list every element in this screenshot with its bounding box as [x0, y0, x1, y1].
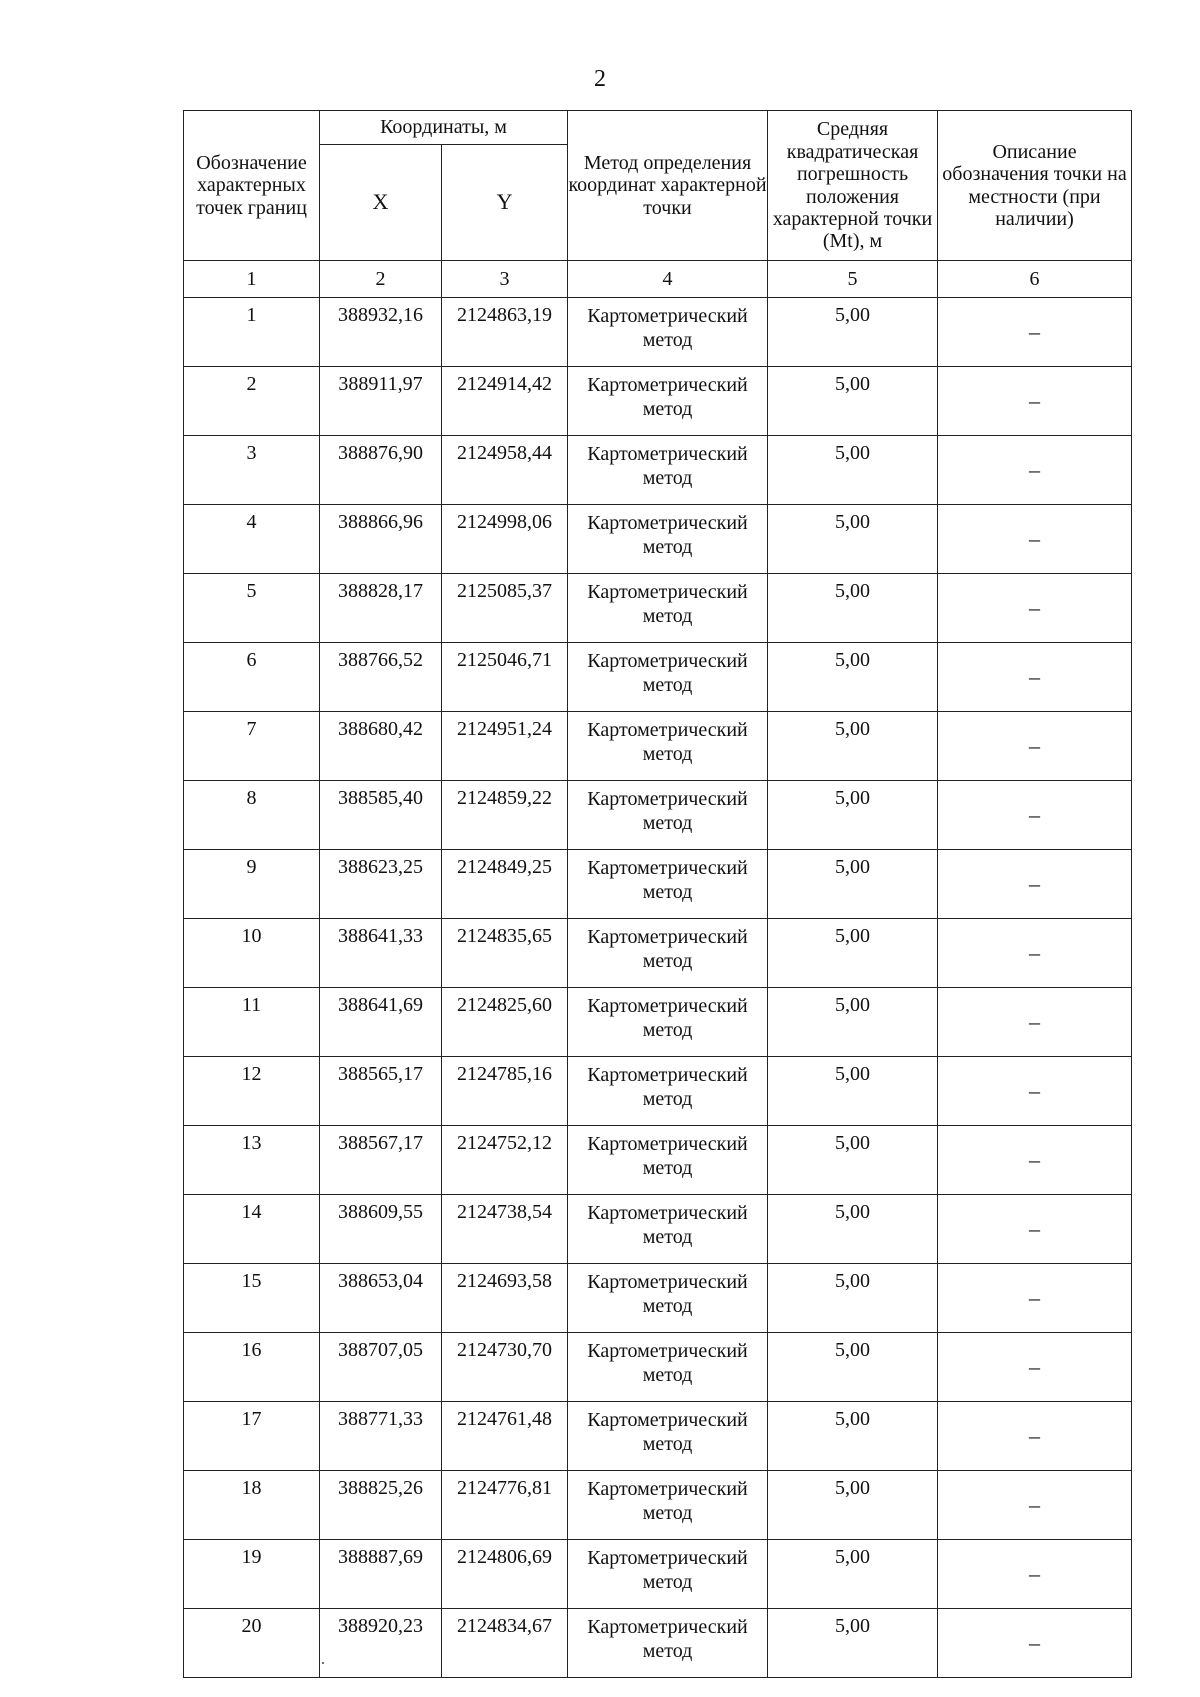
method-cell: Картометрический метод	[568, 850, 768, 919]
table-row	[184, 1402, 1132, 1471]
point-number-cell: 16	[184, 1333, 320, 1402]
description-cell: –	[938, 1195, 1132, 1264]
y-coordinate-cell: 2124761,48	[442, 1402, 568, 1471]
table-row	[184, 1126, 1132, 1195]
point-number-cell: 4	[184, 505, 320, 574]
x-coordinate-cell: 388707,05	[320, 1333, 442, 1402]
table-row	[184, 643, 1132, 712]
description-cell: –	[938, 1057, 1132, 1126]
y-coordinate-cell: 2124914,42	[442, 367, 568, 436]
description-cell: –	[938, 1126, 1132, 1195]
point-number-cell: 20	[184, 1609, 320, 1678]
table-row	[184, 1057, 1132, 1126]
description-cell: –	[938, 988, 1132, 1057]
table-row	[184, 505, 1132, 574]
table-row	[184, 298, 1132, 367]
accuracy-cell: 5,00	[768, 574, 938, 643]
y-coordinate-cell: 2124859,22	[442, 781, 568, 850]
scan-speck	[322, 1662, 324, 1664]
description-cell: –	[938, 712, 1132, 781]
method-cell: Картометрический метод	[568, 1195, 768, 1264]
coordinates-table	[183, 110, 1132, 1678]
x-coordinate-cell: 388565,17	[320, 1057, 442, 1126]
y-coordinate-cell: 2124738,54	[442, 1195, 568, 1264]
column-number: 2	[320, 261, 442, 298]
header-method: Метод определения координат характерной точки	[568, 111, 768, 261]
column-number: 3	[442, 261, 568, 298]
method-cell: Картометрический метод	[568, 1333, 768, 1402]
point-number-cell: 11	[184, 988, 320, 1057]
x-coordinate-cell: 388828,17	[320, 574, 442, 643]
accuracy-cell: 5,00	[768, 643, 938, 712]
description-cell: –	[938, 1264, 1132, 1333]
y-coordinate-cell: 2124835,65	[442, 919, 568, 988]
table-row	[184, 1471, 1132, 1540]
column-number-row	[184, 261, 1132, 298]
header-y: Y	[442, 145, 568, 261]
description-cell: –	[938, 367, 1132, 436]
accuracy-cell: 5,00	[768, 505, 938, 574]
table-row	[184, 1264, 1132, 1333]
point-number-cell: 10	[184, 919, 320, 988]
x-coordinate-cell: 388766,52	[320, 643, 442, 712]
method-cell: Картометрический метод	[568, 298, 768, 367]
accuracy-cell: 5,00	[768, 712, 938, 781]
accuracy-cell: 5,00	[768, 1402, 938, 1471]
y-coordinate-cell: 2125046,71	[442, 643, 568, 712]
accuracy-cell: 5,00	[768, 1333, 938, 1402]
description-cell: –	[938, 850, 1132, 919]
description-cell: –	[938, 1333, 1132, 1402]
method-cell: Картометрический метод	[568, 1057, 768, 1126]
method-cell: Картометрический метод	[568, 1126, 768, 1195]
y-coordinate-cell: 2124834,67	[442, 1609, 568, 1678]
y-coordinate-cell: 2124776,81	[442, 1471, 568, 1540]
page-number: 2	[594, 66, 606, 92]
y-coordinate-cell: 2124863,19	[442, 298, 568, 367]
x-coordinate-cell: 388680,42	[320, 712, 442, 781]
x-coordinate-cell: 388567,17	[320, 1126, 442, 1195]
accuracy-cell: 5,00	[768, 988, 938, 1057]
method-cell: Картометрический метод	[568, 436, 768, 505]
point-number-cell: 9	[184, 850, 320, 919]
point-number-cell: 6	[184, 643, 320, 712]
accuracy-cell: 5,00	[768, 1057, 938, 1126]
accuracy-cell: 5,00	[768, 1195, 938, 1264]
table-row	[184, 781, 1132, 850]
y-coordinate-cell: 2124693,58	[442, 1264, 568, 1333]
accuracy-cell: 5,00	[768, 1609, 938, 1678]
y-coordinate-cell: 2124806,69	[442, 1540, 568, 1609]
method-cell: Картометрический метод	[568, 988, 768, 1057]
point-number-cell: 13	[184, 1126, 320, 1195]
x-coordinate-cell: 388920,23	[320, 1609, 442, 1678]
point-number-cell: 3	[184, 436, 320, 505]
description-cell: –	[938, 436, 1132, 505]
table-row	[184, 712, 1132, 781]
y-coordinate-cell: 2125085,37	[442, 574, 568, 643]
method-cell: Картометрический метод	[568, 1402, 768, 1471]
point-number-cell: 7	[184, 712, 320, 781]
method-cell: Картометрический метод	[568, 1471, 768, 1540]
method-cell: Картометрический метод	[568, 643, 768, 712]
description-cell: –	[938, 1609, 1132, 1678]
point-number-cell: 18	[184, 1471, 320, 1540]
y-coordinate-cell: 2124849,25	[442, 850, 568, 919]
method-cell: Картометрический метод	[568, 1264, 768, 1333]
description-cell: –	[938, 1402, 1132, 1471]
header-point: Обозначение характерных точек границ	[184, 111, 320, 261]
y-coordinate-cell: 2124785,16	[442, 1057, 568, 1126]
accuracy-cell: 5,00	[768, 1471, 938, 1540]
description-cell: –	[938, 298, 1132, 367]
table-row	[184, 1195, 1132, 1264]
accuracy-cell: 5,00	[768, 1540, 938, 1609]
table-body	[184, 298, 1132, 1678]
column-number: 6	[938, 261, 1132, 298]
description-cell: –	[938, 643, 1132, 712]
x-coordinate-cell: 388771,33	[320, 1402, 442, 1471]
accuracy-cell: 5,00	[768, 367, 938, 436]
header-description: Описание обозначения точки на местности (при наличии)	[938, 111, 1132, 261]
description-cell: –	[938, 919, 1132, 988]
method-cell: Картометрический метод	[568, 1540, 768, 1609]
x-coordinate-cell: 388932,16	[320, 298, 442, 367]
x-coordinate-cell: 388609,55	[320, 1195, 442, 1264]
x-coordinate-cell: 388585,40	[320, 781, 442, 850]
table-row	[184, 850, 1132, 919]
method-cell: Картометрический метод	[568, 574, 768, 643]
description-cell: –	[938, 1540, 1132, 1609]
table-row	[184, 436, 1132, 505]
point-number-cell: 17	[184, 1402, 320, 1471]
accuracy-cell: 5,00	[768, 1126, 938, 1195]
x-coordinate-cell: 388876,90	[320, 436, 442, 505]
accuracy-cell: 5,00	[768, 436, 938, 505]
point-number-cell: 5	[184, 574, 320, 643]
x-coordinate-cell: 388866,96	[320, 505, 442, 574]
header-x: X	[320, 145, 442, 261]
method-cell: Картометрический метод	[568, 712, 768, 781]
table-row	[184, 367, 1132, 436]
y-coordinate-cell: 2124998,06	[442, 505, 568, 574]
column-number: 5	[768, 261, 938, 298]
point-number-cell: 19	[184, 1540, 320, 1609]
x-coordinate-cell: 388911,97	[320, 367, 442, 436]
table-row	[184, 574, 1132, 643]
y-coordinate-cell: 2124958,44	[442, 436, 568, 505]
method-cell: Картометрический метод	[568, 367, 768, 436]
column-number: 1	[184, 261, 320, 298]
y-coordinate-cell: 2124730,70	[442, 1333, 568, 1402]
point-number-cell: 12	[184, 1057, 320, 1126]
x-coordinate-cell: 388653,04	[320, 1264, 442, 1333]
point-number-cell: 15	[184, 1264, 320, 1333]
accuracy-cell: 5,00	[768, 298, 938, 367]
point-number-cell: 14	[184, 1195, 320, 1264]
accuracy-cell: 5,00	[768, 850, 938, 919]
point-number-cell: 2	[184, 367, 320, 436]
description-cell: –	[938, 505, 1132, 574]
accuracy-cell: 5,00	[768, 919, 938, 988]
y-coordinate-cell: 2124825,60	[442, 988, 568, 1057]
description-cell: –	[938, 574, 1132, 643]
x-coordinate-cell: 388825,26	[320, 1471, 442, 1540]
header-coordinates: Координаты, м	[320, 111, 568, 145]
y-coordinate-cell: 2124752,12	[442, 1126, 568, 1195]
x-coordinate-cell: 388623,25	[320, 850, 442, 919]
description-cell: –	[938, 1471, 1132, 1540]
y-coordinate-cell: 2124951,24	[442, 712, 568, 781]
method-cell: Картометрический метод	[568, 919, 768, 988]
method-cell: Картометрический метод	[568, 781, 768, 850]
table-row	[184, 1609, 1132, 1678]
header-accuracy: Средняя квадратическая погрешность положения характерной точки (Mt), м	[768, 111, 938, 261]
table-row	[184, 1333, 1132, 1402]
x-coordinate-cell: 388641,33	[320, 919, 442, 988]
accuracy-cell: 5,00	[768, 781, 938, 850]
column-number: 4	[568, 261, 768, 298]
method-cell: Картометрический метод	[568, 1609, 768, 1678]
x-coordinate-cell: 388641,69	[320, 988, 442, 1057]
x-coordinate-cell: 388887,69	[320, 1540, 442, 1609]
table-row	[184, 1540, 1132, 1609]
accuracy-cell: 5,00	[768, 1264, 938, 1333]
table-row	[184, 988, 1132, 1057]
point-number-cell: 1	[184, 298, 320, 367]
description-cell: –	[938, 781, 1132, 850]
point-number-cell: 8	[184, 781, 320, 850]
table-row	[184, 919, 1132, 988]
method-cell: Картометрический метод	[568, 505, 768, 574]
